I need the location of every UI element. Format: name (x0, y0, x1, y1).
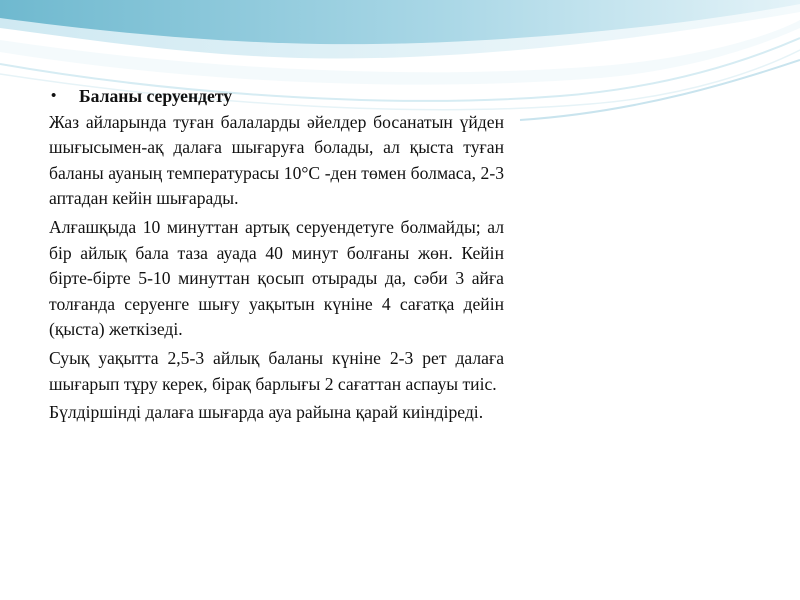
paragraph-1: Жаз айларында туған балаларды әйелдер босанатын үйден шығысымен-ақ далаға шығаруға болады, ал қыста туған баланы ауаның температурасы 10°С -ден төмен болмаса, 2-3 аптадан кейін шығарады. (49, 111, 504, 209)
paragraph-2: Алғашқыда 10 минуттан артық серуендетуге болмайды; ал бір айлық бала таза ауада 40 минут болғаны жөн. Кейін бірте-бірте 5-10 минуттан қосып отырады да, сәби 3 айға толғанда серуенге шығу уақытын күніне 4 сағатқа дейін (қыста) жеткізеді. (49, 216, 504, 340)
slide-body (49, 84, 504, 429)
paragraph-3: Суық уақытта 2,5-3 айлық баланы күніне 2-3 рет далаға шығарып тұру керек, бірақ барлығы 2 сағаттан аспауы тиіс. (49, 347, 504, 394)
heading-text: Баланы серуендету (79, 86, 233, 106)
bullet-icon: • (51, 88, 57, 104)
slide-heading (49, 84, 504, 110)
paragraph-4: Бүлдіршінді далаға шығарда ауа райына қарай киіндіреді. (49, 402, 484, 423)
